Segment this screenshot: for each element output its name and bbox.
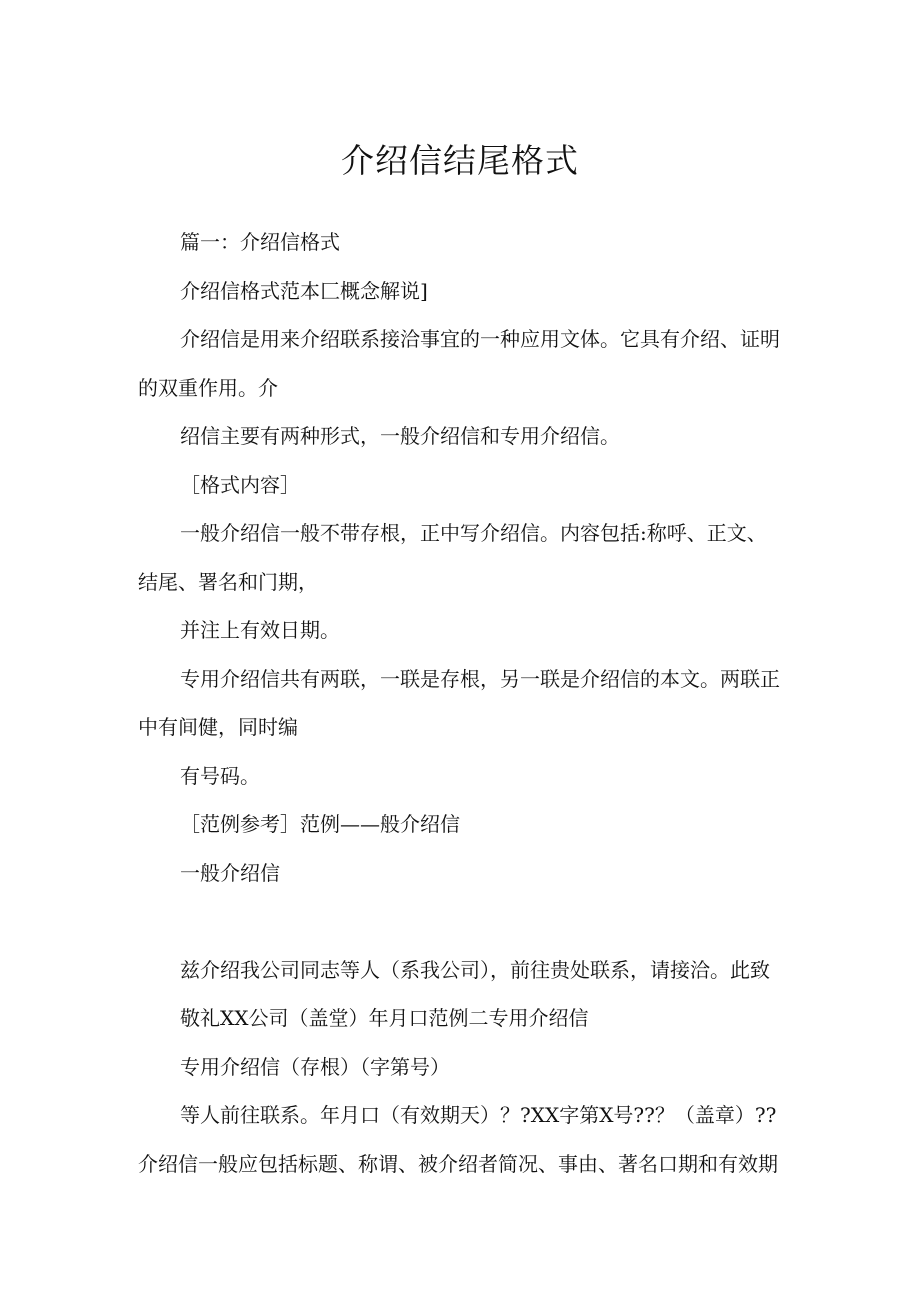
document-body [138, 218, 788, 1188]
paragraph-line: 并注上有效日期。 [180, 618, 340, 642]
paragraph-line: 中有间健，同时编 [138, 715, 298, 739]
paragraph-line: 专用介绍信（存根）（字第号） [180, 1054, 450, 1079]
paragraph-line: 篇一：介绍信格式 [180, 230, 340, 254]
paragraph-line: 兹介绍我公司同志等人（系我公司），前往贵处联系，请接洽。此致 [180, 957, 770, 982]
paragraph-line: 的双重作用。介 [138, 375, 278, 400]
paragraph-line: 绍信主要有两种形式，一般介绍信和专用介绍信。 [180, 424, 620, 448]
paragraph-line: 敬礼XX公司（盖堂）年月口范例二专用介绍信 [180, 1006, 589, 1030]
paragraph-line: 结尾、署名和门期， [138, 569, 318, 594]
paragraph-line: ［范例参考］范例——般介绍信 [180, 812, 460, 836]
paragraph-line: 等人前往联系。年月口（有效期天）？?XX字第X号??？（盖章）?? [180, 1103, 777, 1127]
paragraph-line: 介绍信一般应包括标题、称谓、被介绍者简况、事由、著名口期和有效期 [138, 1151, 778, 1176]
paragraph-line: 介绍信是用来介绍联系接洽事宜的一种应用文体。它具有介绍、证明 [180, 327, 780, 351]
paragraph-line: ［格式内容］ [180, 472, 300, 497]
paragraph-line: 专用介绍信共有两联，一联是存根，另一联是介绍信的本文。两联正 [180, 666, 780, 691]
paragraph-line: 有号码。 [180, 763, 260, 788]
paragraph-line: 一般介绍信 [180, 860, 280, 885]
document-title: 介绍信结尾格式 [341, 141, 579, 180]
blank-line [138, 897, 788, 946]
paragraph-line: 一般介绍信一般不带存根，正中写介绍信。内容包括:称呼、正文、 [180, 521, 767, 545]
paragraph-line: 介绍信格式范本匚概念解说] [180, 278, 428, 303]
